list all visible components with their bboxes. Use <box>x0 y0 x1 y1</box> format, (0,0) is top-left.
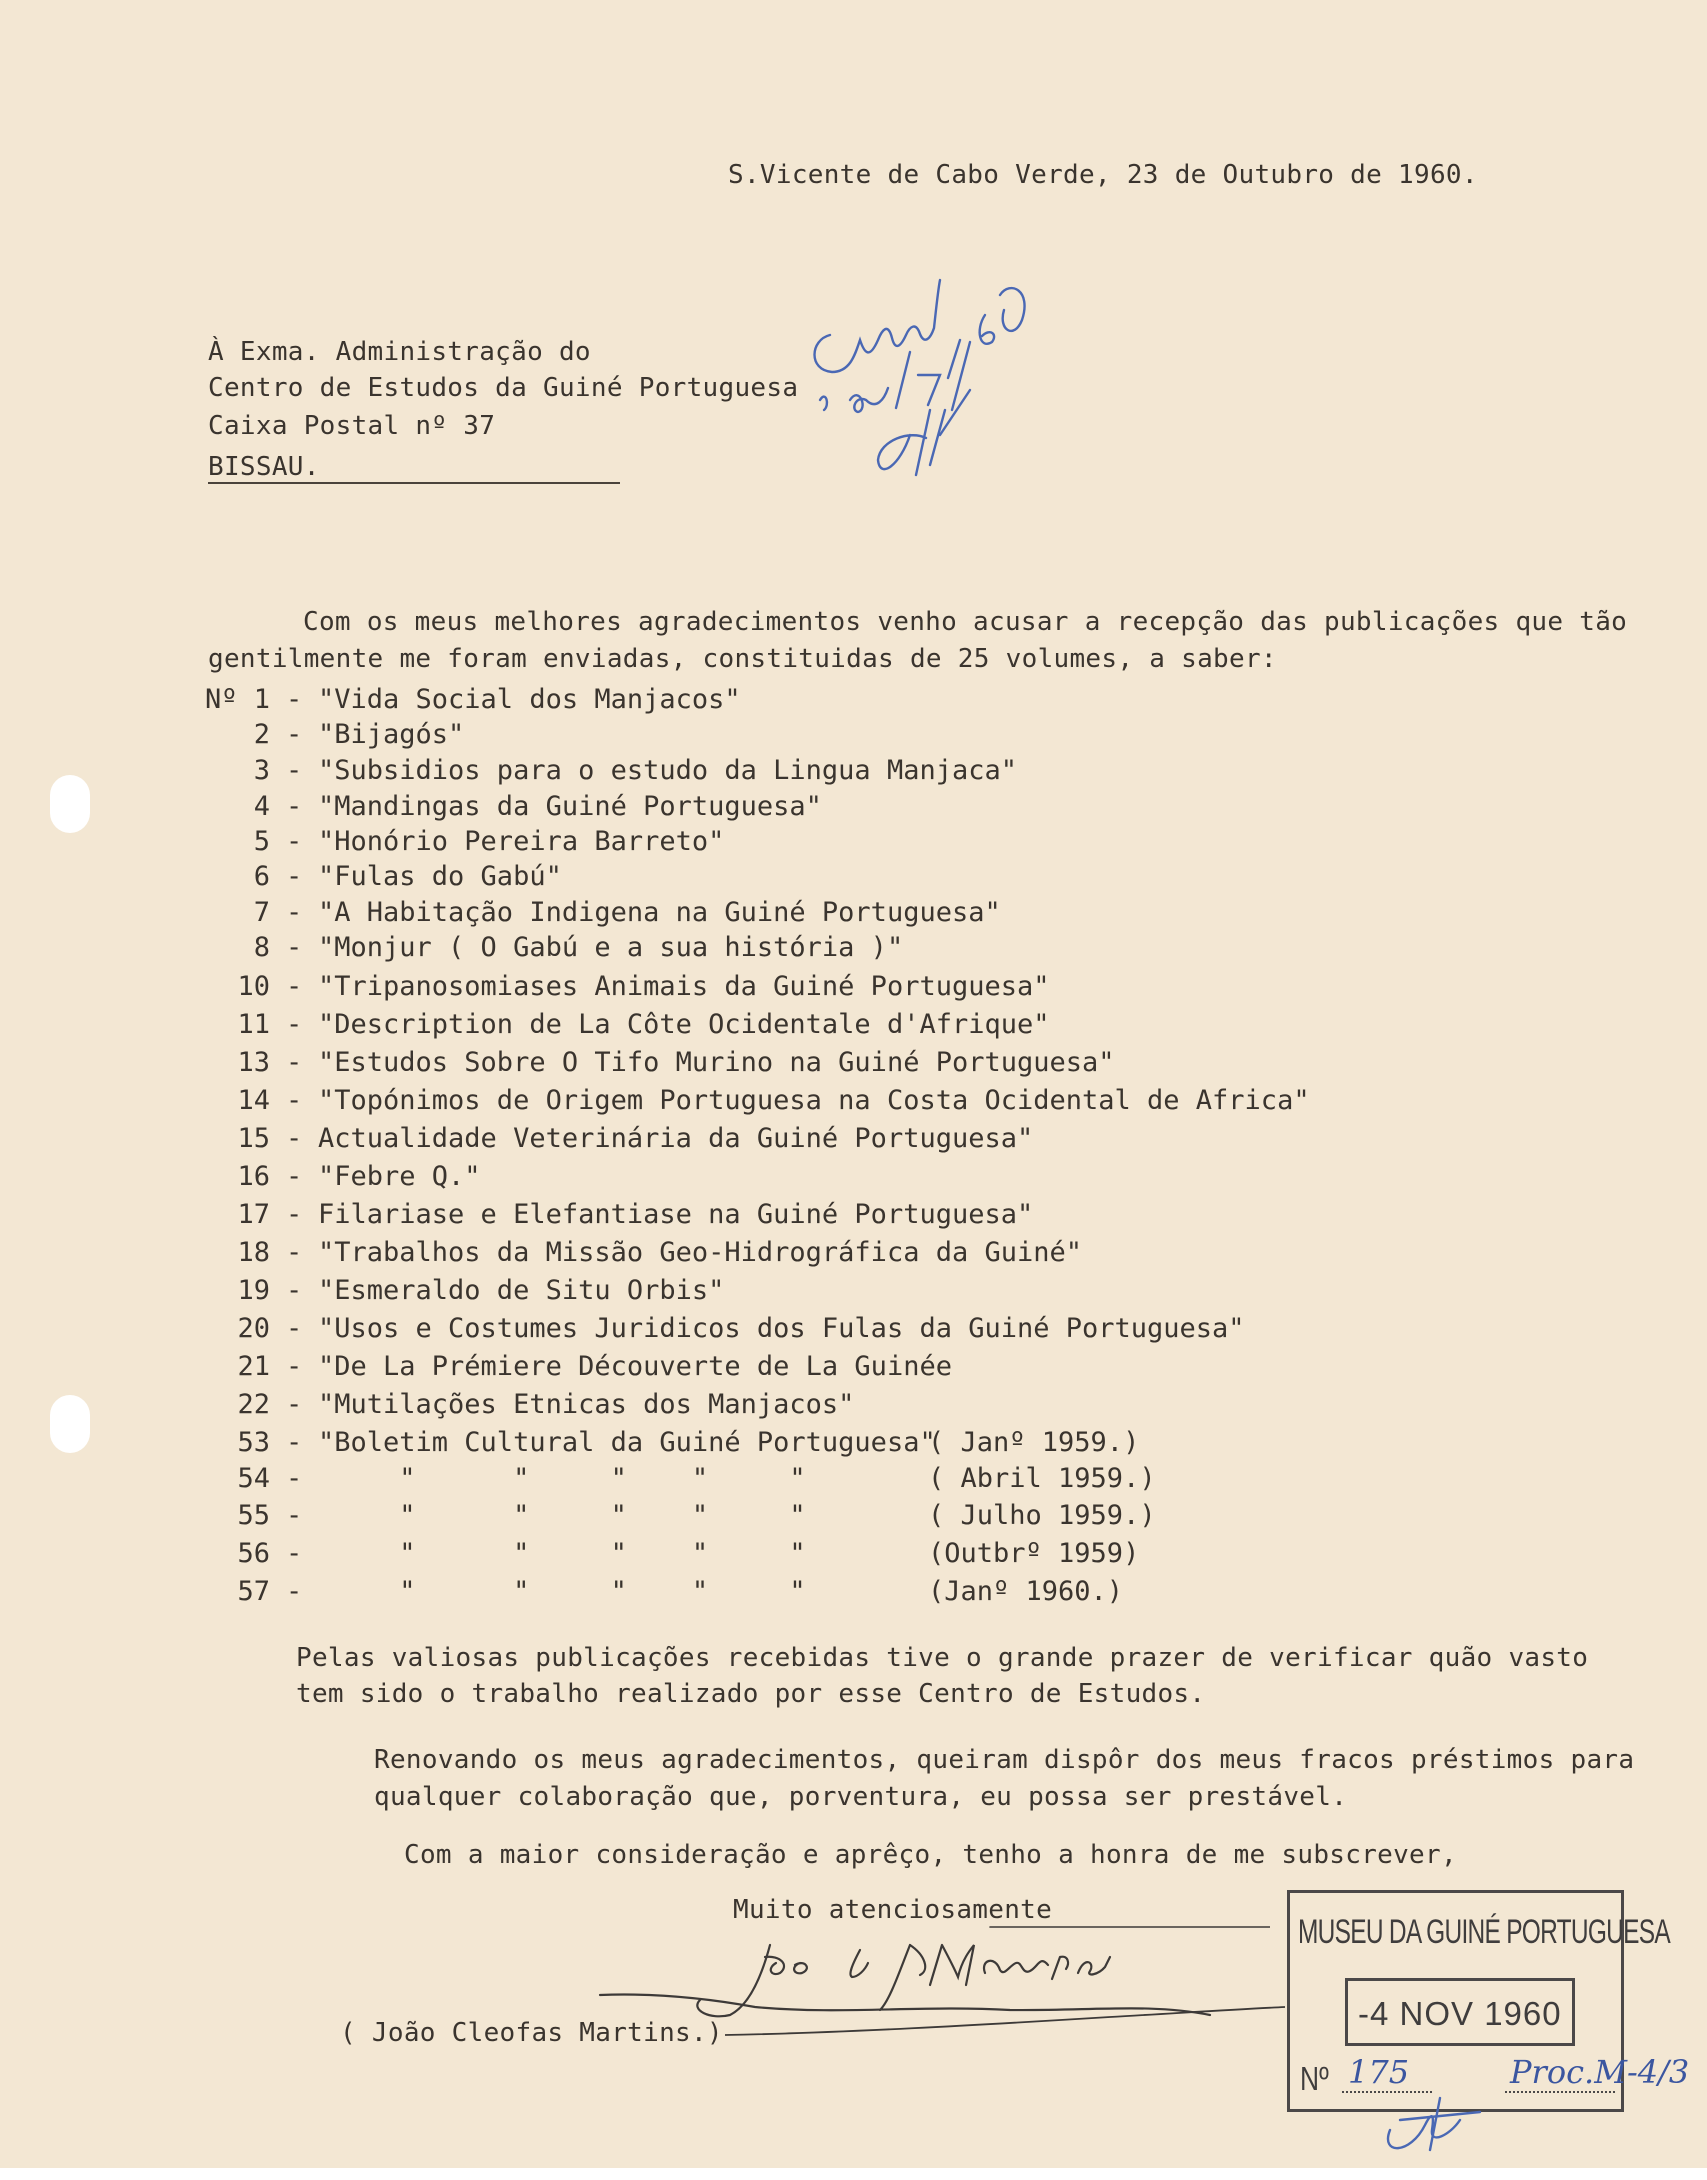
punch-hole <box>50 1395 90 1453</box>
publication-dash: - <box>286 1389 303 1420</box>
publication-title: "Mutilações Etnicas dos Manjacos" <box>318 1389 855 1420</box>
publication-number: 13 <box>237 1047 270 1078</box>
paragraph-line: Pelas valiosas publicações recebidas tive o grande prazer de verificar quão vasto <box>296 1643 1589 1673</box>
publication-number: 18 <box>237 1237 270 1268</box>
recipient-line: À Exma. Administração do <box>208 337 591 367</box>
publication-issue: (Janº 1960.) <box>928 1576 1124 1607</box>
publication-dash: - <box>286 1237 303 1268</box>
publication-dash: - <box>286 1161 303 1192</box>
publication-dash: - <box>286 1427 303 1458</box>
publication-number: 55 <box>237 1500 270 1531</box>
stamp-reg-proc: Proc.M-4/3 <box>1510 2053 1690 2091</box>
publication-title: "Trabalhos da Missão Geo-Hidrográfica da Guiné" <box>318 1237 1083 1268</box>
publication-title: "Monjur ( O Gabú e a sua história )" <box>318 932 904 963</box>
publication-number: 57 <box>237 1576 270 1607</box>
publication-title: " " " " " <box>318 1500 806 1531</box>
publication-title: " " " " " <box>318 1538 806 1569</box>
paragraph-line: qualquer colaboração que, porventura, eu possa ser prestável. <box>374 1782 1348 1812</box>
publication-issue: ( Abril 1959.) <box>928 1463 1156 1494</box>
publication-title: "A Habitação Indigena na Guiné Portuguesa" <box>318 897 1001 928</box>
date-line: S.Vicente de Cabo Verde, 23 de Outubro de 1960. <box>728 160 1478 190</box>
publication-title: "Topónimos de Origem Portuguesa na Costa Ocidental de Africa" <box>318 1085 1310 1116</box>
publication-title: Filariase e Elefantiase na Guiné Portuguesa" <box>318 1199 1034 1230</box>
publication-issue: ( Julho 1959.) <box>928 1500 1156 1531</box>
publication-issue: ( Janº 1959.) <box>928 1427 1140 1458</box>
publication-number: 20 <box>237 1313 270 1344</box>
stamp-reg-label: Nº <box>1300 2060 1329 2097</box>
publication-dash: - <box>286 719 303 750</box>
publication-number: 16 <box>237 1161 270 1192</box>
signer-name: ( João Cleofas Martins.) <box>340 2018 723 2048</box>
publication-title: "Subsidios para o estudo da Lingua Manjaca" <box>318 755 1017 786</box>
publication-number: 6 <box>253 861 270 892</box>
publication-number: 14 <box>237 1085 270 1116</box>
recipient-line: BISSAU. <box>208 452 320 482</box>
publication-number: 2 <box>253 719 270 750</box>
publication-dash: - <box>286 1463 303 1494</box>
publication-number: 53 <box>237 1427 270 1458</box>
publication-number: 11 <box>237 1009 270 1040</box>
intro-line: gentilmente me foram enviadas, constituidas de 25 volumes, a saber: <box>208 644 1277 674</box>
publication-dash: - <box>286 684 303 715</box>
signature-flourish <box>720 2005 1290 2045</box>
publication-dash: - <box>286 755 303 786</box>
paragraph-line: Renovando os meus agradecimentos, queiram dispôr dos meus fracos préstimos para <box>374 1745 1635 1775</box>
publication-title: "Febre Q." <box>318 1161 481 1192</box>
publication-dash: - <box>286 826 303 857</box>
publication-number: 7 <box>253 897 270 928</box>
publication-dash: - <box>286 897 303 928</box>
publication-dash: - <box>286 1275 303 1306</box>
publication-title: "Honório Pereira Barreto" <box>318 826 725 857</box>
publication-dash: - <box>286 1538 303 1569</box>
closing-text: Muito atenciosamente <box>733 1895 1053 1925</box>
stamp-reg-underline <box>1505 2091 1615 2093</box>
publication-title: "Tripanosomiases Animais da Guiné Portuguesa" <box>318 971 1050 1002</box>
publication-number: 3 <box>253 755 270 786</box>
publication-title: "Usos e Costumes Juridicos dos Fulas da Guiné Portuguesa" <box>318 1313 1245 1344</box>
publication-number: 5 <box>253 826 270 857</box>
address-underline <box>208 482 620 484</box>
publication-title: " " " " " <box>318 1463 806 1494</box>
publication-number: 22 <box>237 1389 270 1420</box>
publication-dash: - <box>286 861 303 892</box>
publication-dash: - <box>286 1009 303 1040</box>
publication-dash: - <box>286 1351 303 1382</box>
publication-title: "De La Prémiere Découverte de La Guinée <box>318 1351 952 1382</box>
publication-dash: - <box>286 1576 303 1607</box>
handwritten-annotation <box>800 260 1090 490</box>
intro-line: Com os meus melhores agradecimentos venho acusar a recepção das publicações que tão <box>303 607 1628 637</box>
publication-title: "Mandingas da Guiné Portuguesa" <box>318 791 822 822</box>
publication-number: 4 <box>253 791 270 822</box>
publication-title: "Vida Social dos Manjacos" <box>318 684 741 715</box>
publication-dash: - <box>286 971 303 1002</box>
stamp-date-box <box>1345 1978 1575 2046</box>
museum-stamp <box>1287 1890 1690 2112</box>
publication-number: 21 <box>237 1351 270 1382</box>
publication-number: 56 <box>237 1538 270 1569</box>
publication-title: Actualidade Veterinária da Guiné Portuguesa" <box>318 1123 1034 1154</box>
recipient-line: Caixa Postal nº 37 <box>208 411 496 441</box>
publication-number: 19 <box>237 1275 270 1306</box>
publication-dash: - <box>286 791 303 822</box>
publication-dash: - <box>286 1313 303 1344</box>
publication-title: "Estudos Sobre O Tifo Murino na Guiné Portuguesa" <box>318 1047 1115 1078</box>
publication-number: Nº 1 <box>204 684 270 715</box>
stamp-reg-number: 175 <box>1348 2053 1410 2091</box>
publication-number: 54 <box>237 1463 270 1494</box>
publication-dash: - <box>286 1123 303 1154</box>
publication-dash: - <box>286 1085 303 1116</box>
publication-number: 8 <box>253 932 270 963</box>
publication-dash: - <box>286 932 303 963</box>
punch-hole <box>50 775 90 833</box>
paragraph-line: tem sido o trabalho realizado por esse Centro de Estudos. <box>296 1679 1206 1709</box>
stamp-date: -4 NOV 1960 <box>1358 1995 1562 2032</box>
publication-title: "Bijagós" <box>318 719 465 750</box>
publication-title: "Fulas do Gabú" <box>318 861 562 892</box>
publication-dash: - <box>286 1500 303 1531</box>
publication-number: 10 <box>237 971 270 1002</box>
stamp-title: MUSEU DA GUINÉ PORTUGUESA <box>1298 1913 1670 1951</box>
publication-dash: - <box>286 1199 303 1230</box>
publication-number: 15 <box>237 1123 270 1154</box>
publication-title: " " " " " <box>318 1576 806 1607</box>
initials-mark <box>1380 2090 1490 2160</box>
publication-title: "Boletim Cultural da Guiné Portuguesa" <box>318 1427 936 1458</box>
publication-number: 17 <box>237 1199 270 1230</box>
publication-dash: - <box>286 1047 303 1078</box>
paragraph-line: Com a maior consideração e aprêço, tenho a honra de me subscrever, <box>404 1840 1457 1870</box>
publication-title: "Description de La Côte Ocidentale d'Afrique" <box>318 1009 1050 1040</box>
publication-title: "Esmeraldo de Situ Orbis" <box>318 1275 725 1306</box>
publication-issue: (Outbrº 1959) <box>928 1538 1140 1569</box>
recipient-line: Centro de Estudos da Guiné Portuguesa <box>208 373 799 403</box>
